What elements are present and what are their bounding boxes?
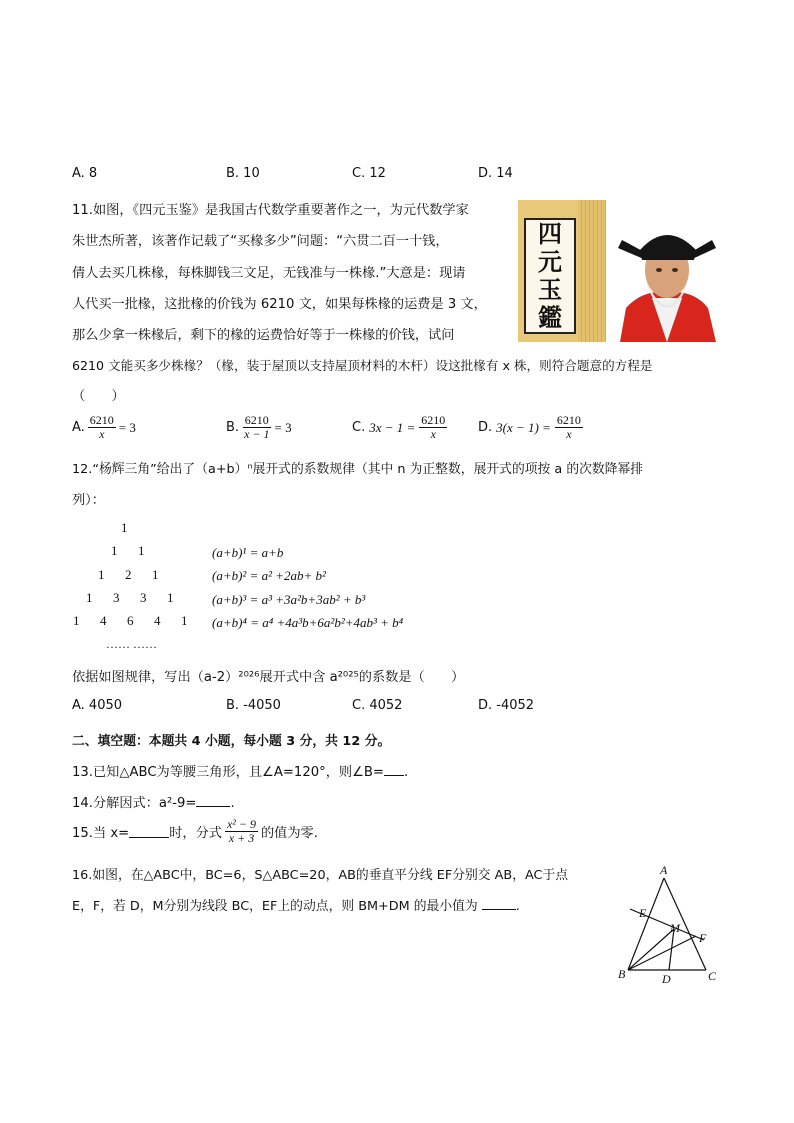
q11-option-c-label: C.	[352, 420, 366, 435]
q16-answer-blank[interactable]	[482, 899, 516, 910]
triangle-figure	[608, 862, 732, 986]
q11-option-a-numerator: 6210	[89, 413, 114, 427]
q10-option-b: B. 10	[226, 166, 260, 181]
q11-option-b-denominator: x − 1	[244, 427, 270, 441]
section-2-heading: 二、填空题：本题共 4 小题，每小题 3 分，共 12 分。	[72, 734, 391, 749]
q11-option-d-lhs: 3(x − 1) =	[496, 419, 551, 435]
triangle-row-3-num: 1	[98, 567, 105, 582]
q15	[72, 818, 318, 845]
q14-answer-blank[interactable]	[196, 796, 230, 807]
q11-option-d-numerator: 6210	[556, 413, 581, 427]
q15-fraction	[225, 818, 258, 845]
q11-option-c-lhs: 3x − 1 =	[369, 419, 416, 435]
q11-line-3: 倩人去买几株椽，每株脚钱三文足，无钱准与一株椽.”大意是：现请	[72, 266, 466, 281]
q11-option-b-fraction	[242, 414, 271, 441]
book-title-char: 四	[538, 220, 562, 248]
q13	[72, 761, 408, 780]
q16-line-1: 16.如图，在△ABC中，BC=6，S△ABC=20，AB的垂直平分线 EF分别交 AB，AC于点	[72, 868, 569, 883]
book-cover-image	[518, 200, 606, 342]
label-c: C	[708, 969, 717, 983]
q11-option-a-rhs: = 3	[118, 419, 136, 435]
q10-option-d: D. 14	[478, 166, 513, 181]
q14-text: 14.分解因式：a²-9=	[72, 796, 197, 811]
q11-line-7: （ ）	[72, 389, 125, 404]
triangle-row-4-num: 3	[140, 590, 147, 605]
q15-mid: 时，分式	[169, 826, 222, 841]
q11-option-c-fraction	[419, 414, 447, 441]
expansion-4: (a+b)⁴ = a⁴ +4a³b+6a²b²+4ab³ + b⁴	[212, 615, 404, 630]
side-ab	[628, 878, 664, 970]
q15-pre: 15.当 x=	[72, 826, 130, 841]
segment-bf	[628, 936, 696, 970]
q14-end: .	[230, 796, 235, 811]
triangle-row-2-num: 1	[138, 543, 145, 558]
q12-line-2: 列）：	[72, 493, 105, 508]
label-a: A	[660, 863, 668, 877]
q10-option-c: C. 12	[352, 166, 386, 181]
triangle-row-5-num: 1	[181, 613, 188, 628]
label-b: B	[618, 967, 626, 981]
q11-line-1: 11.如图，《四元玉鉴》是我国古代数学重要著作之一，为元代数学家	[72, 203, 469, 218]
q13-answer-blank[interactable]	[384, 765, 404, 776]
q15-denominator: x + 3	[228, 831, 255, 845]
q11-option-a-fraction	[88, 414, 116, 441]
triangle-row-2-num: 1	[111, 543, 118, 558]
triangle-row-4-num: 1	[86, 590, 93, 605]
q16-line-2	[72, 895, 520, 914]
q11-option-c-numerator: 6210	[421, 413, 446, 427]
triangle-row-1: 1	[121, 520, 128, 535]
q14	[72, 792, 235, 811]
q11-line-4: 人代买一批椽，这批椽的价钱为 6210 文，如果每株椽的运费是 3 文，	[72, 297, 487, 312]
q11-option-a	[72, 414, 136, 441]
q13-end: .	[404, 765, 409, 780]
q11-option-a-label: A.	[72, 420, 85, 435]
triangle-dots: …… ……	[106, 637, 157, 651]
book-title-char: 玉	[538, 276, 562, 304]
q11-option-b-numerator: 6210	[244, 413, 269, 427]
label-f: F	[699, 931, 707, 945]
triangle-row-5-num: 4	[100, 613, 107, 628]
segment-bm	[628, 929, 674, 970]
q11-line-6: 6210 文能买多少株椽？（椽，装于屋顶以支持屋顶材料的木杆）设这批椽有 x 株，则符合题意的方程是	[72, 358, 653, 373]
label-d: D	[662, 972, 671, 986]
q12-line-1: 12.“杨辉三角”给出了（a+b）ⁿ展开式的系数规律（其中 n 为正整数，展开式的项按 a 的次数降幂排	[72, 462, 644, 477]
q11-option-c	[352, 414, 447, 441]
label-e: E	[639, 906, 647, 920]
q15-answer-blank[interactable]	[129, 825, 169, 838]
triangle-row-4-num: 1	[167, 590, 174, 605]
q11-option-d-denominator: x	[566, 427, 572, 441]
triangle-row-5-num: 1	[73, 613, 80, 628]
q12-option-a: A. 4050	[72, 698, 123, 713]
q10-option-a: A. 8	[72, 166, 98, 181]
triangle-row-3-num: 2	[125, 567, 132, 582]
q11-option-a-denominator: x	[99, 427, 105, 441]
book-title-char: 鑑	[538, 304, 562, 332]
expansion-1: (a+b)¹ = a+b	[212, 545, 284, 560]
q11-option-b-rhs: = 3	[274, 419, 292, 435]
q11-option-b-label: B.	[226, 420, 240, 435]
expansion-3: (a+b)³ = a³ +3a²b+3ab² + b³	[212, 592, 366, 607]
q12-option-c: C. 4052	[352, 698, 403, 713]
q11-option-d-label: D.	[478, 420, 493, 435]
triangle-row-5-num: 4	[154, 613, 161, 628]
q11-line-5: 那么少拿一株椽后，剩下的椽的运费恰好等于一株椽的价钱，试问	[72, 328, 455, 343]
q11-line-2: 朱世杰所著，该著作记载了“买椽多少”问题：“六贯二百一十钱，	[72, 234, 449, 249]
q13-text: 13.已知△ABC为等腰三角形，且∠A=120°，则∠B=	[72, 765, 384, 780]
q11-option-d-fraction	[555, 414, 583, 441]
portrait-image	[612, 220, 722, 342]
label-m: M	[670, 921, 680, 935]
q12-option-b: B. -4050	[226, 698, 281, 713]
triangle-row-3-num: 1	[152, 567, 159, 582]
triangle-row-4-num: 3	[113, 590, 120, 605]
q16-line-2-end: .	[515, 899, 520, 914]
q11-option-c-denominator: x	[430, 427, 436, 441]
q15-post: 的值为零.	[261, 826, 318, 841]
q15-numerator: x² − 9	[226, 817, 256, 831]
triangle-row-5-num: 6	[127, 613, 134, 628]
q11-option-d	[478, 414, 583, 441]
q12-option-d: D. -4052	[478, 698, 535, 713]
q12-question: 依据如图规律，写出（a-2）²⁰²⁶展开式中含 a²⁰²⁵的系数是（ ）	[72, 670, 465, 685]
book-title-char: 元	[538, 248, 562, 276]
expansion-2: (a+b)² = a² +2ab+ b²	[212, 568, 326, 583]
q11-option-b	[226, 414, 292, 441]
q16-line-2-text: E，F，若 D，M分别为线段 BC，EF上的动点，则 BM+DM 的最小值为	[72, 899, 478, 914]
